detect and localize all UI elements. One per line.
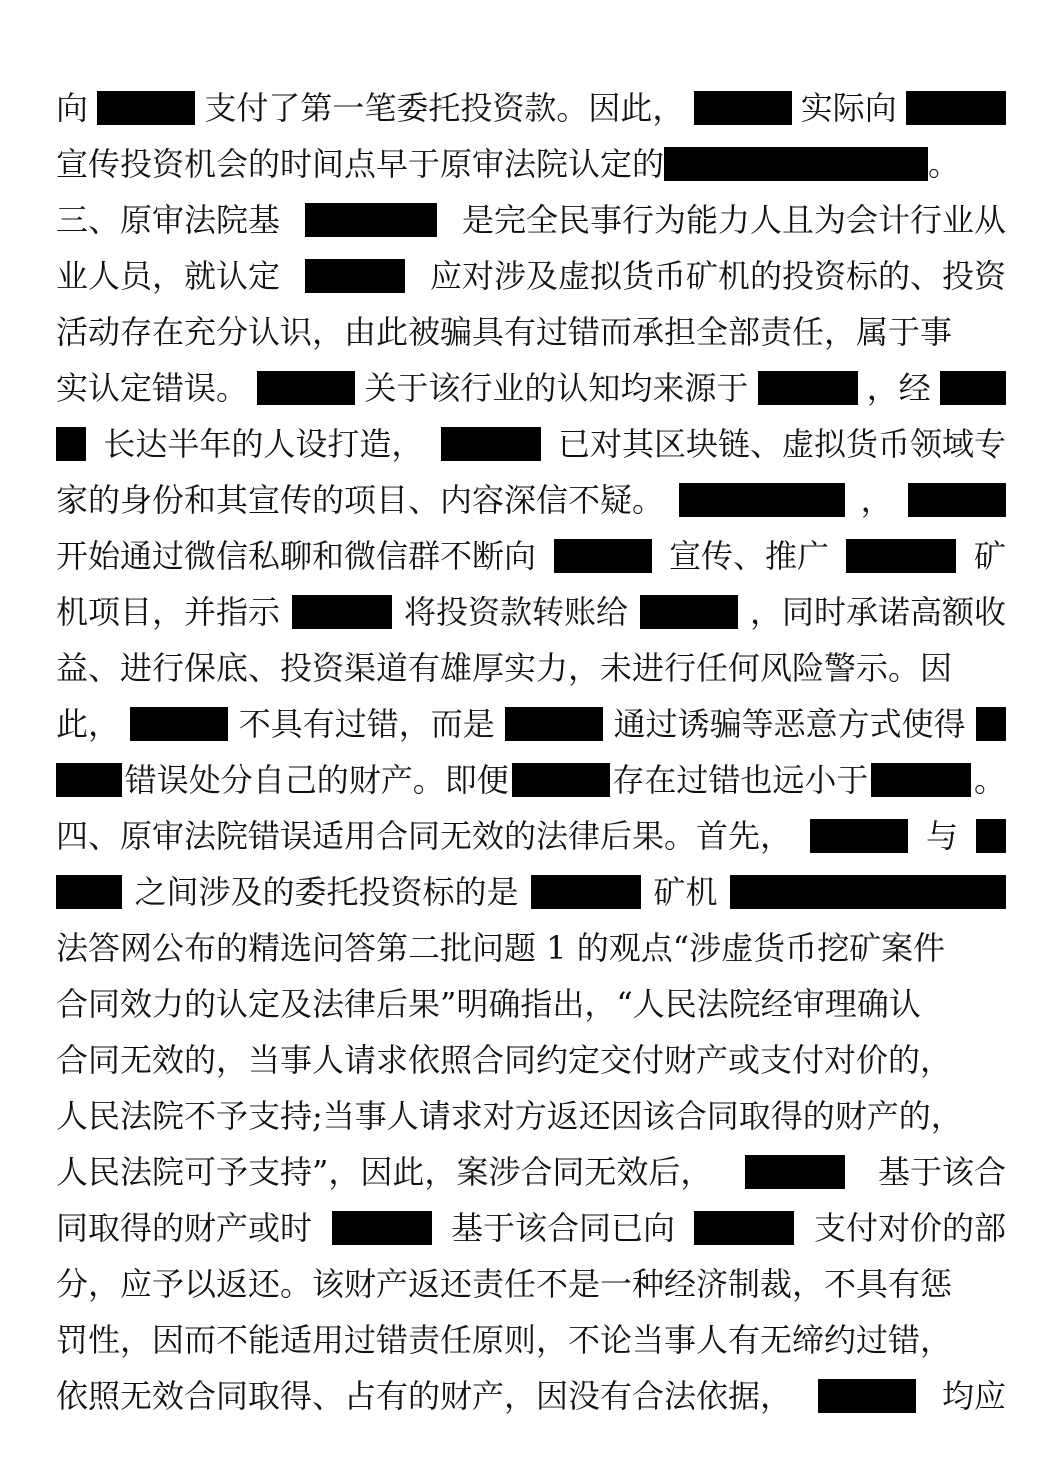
- text-segment: 合同效力的认定及法律后果”明确指出，“人民法院经审理确认: [56, 985, 921, 1023]
- text-segment: 矿机: [653, 873, 718, 911]
- text-segment: 应对涉及虚拟货币矿机的投资标的、投资: [429, 257, 1006, 295]
- text-segment: ，: [860, 481, 893, 519]
- text-line: [56, 976, 1006, 1032]
- text-line: [56, 528, 1006, 584]
- text-line: [56, 136, 1006, 192]
- redaction-block: [505, 707, 603, 741]
- text-segment: 业人员，就认定: [56, 257, 281, 295]
- text-segment: 与: [925, 817, 958, 855]
- text-segment: 宣传投资机会的时间点早于原审法院认定的: [56, 145, 665, 183]
- text-line: [56, 808, 1006, 864]
- text-segment: 人民法院可予支持”，因此，案涉合同无效后，: [56, 1153, 713, 1191]
- text-line: [56, 1144, 1006, 1200]
- redaction-block: [976, 819, 1006, 853]
- redaction-block: [906, 91, 1006, 125]
- text-segment: 活动存在充分认识，由此被骗具有过错而承担全部责任，属于事: [56, 313, 953, 351]
- text-segment: 四、原审法院错误适用合同无效的法律后果。首先，: [56, 817, 793, 855]
- text-segment: 已对其区块链、虚拟货币领域专: [557, 425, 1006, 463]
- redaction-block: [694, 1211, 794, 1245]
- text-segment: 分，应予以返还。该财产返还责任不是一种经济制裁，不具有惩: [56, 1265, 953, 1303]
- text-segment: 将投资款转账给: [403, 593, 628, 631]
- redaction-block: [640, 595, 738, 629]
- text-segment: 错误处分自己的财产。即便: [124, 761, 509, 799]
- redaction-block: [305, 259, 405, 293]
- text-segment: 向: [56, 89, 89, 127]
- redaction-block: [730, 875, 1006, 909]
- text-segment: 机项目，并指示: [56, 593, 281, 631]
- redaction-block: [679, 483, 845, 517]
- text-segment: 益、进行保底、投资渠道有雄厚实力，未进行任何风险警示。因: [56, 649, 953, 687]
- text-segment: 三、原审法院基: [56, 201, 281, 239]
- text-segment: 同取得的财产或时: [56, 1209, 313, 1247]
- text-line: [56, 304, 1006, 360]
- redaction-block: [758, 371, 858, 405]
- text-segment: 基于该合同已向: [450, 1209, 675, 1247]
- text-line: [56, 248, 1006, 304]
- redaction-block: [745, 1155, 845, 1189]
- text-segment: 合同无效的，当事人请求依照合同约定交付财产或支付对价的，: [56, 1041, 953, 1079]
- redaction-block: [810, 819, 908, 853]
- redaction-block: [512, 763, 610, 797]
- redaction-block: [940, 371, 1006, 405]
- redaction-block: [531, 875, 641, 909]
- redaction-block: [976, 707, 1006, 741]
- text-segment: 通过诱骗等恶意方式使得: [613, 705, 966, 743]
- redaction-block: [554, 539, 652, 573]
- text-line: [56, 1312, 1006, 1368]
- text-segment: 之间涉及的委托投资标的是: [134, 873, 519, 911]
- redaction-block: [292, 595, 392, 629]
- text-line: [56, 1256, 1006, 1312]
- redaction-block: [257, 371, 355, 405]
- text-segment: 实际向: [800, 89, 897, 127]
- text-segment: 矿: [973, 537, 1006, 575]
- text-line: [56, 640, 1006, 696]
- redaction-block: [818, 1379, 916, 1413]
- redaction-block: [846, 539, 956, 573]
- text-segment: 关于该行业的认知均来源于: [364, 369, 749, 407]
- text-segment: 开始通过微信私聊和微信群不断向: [56, 537, 537, 575]
- redaction-block: [130, 707, 228, 741]
- text-segment: 。: [973, 761, 1006, 799]
- text-segment: 不具有过错，而是: [238, 705, 495, 743]
- redaction-block: [56, 875, 122, 909]
- text-segment: 均应: [941, 1377, 1006, 1415]
- text-segment: 人民法院不予支持;当事人请求对方返还因该合同取得的财产的，: [56, 1097, 963, 1135]
- redaction-block: [871, 763, 971, 797]
- text-line: [56, 920, 1006, 976]
- text-segment: 长达半年的人设打造，: [103, 425, 424, 463]
- redaction-block: [305, 203, 437, 237]
- text-line: [56, 1368, 1006, 1424]
- text-segment: 存在过错也远小于: [612, 761, 869, 799]
- text-line: [56, 1088, 1006, 1144]
- text-line: [56, 1200, 1006, 1256]
- text-segment: 法答网公布的精选问答第二批问题 1 的观点“涉虚货币挖矿案件: [56, 929, 946, 967]
- text-line: [56, 1032, 1006, 1088]
- text-line: [56, 696, 1006, 752]
- text-line: [56, 864, 1006, 920]
- text-segment: 基于该合: [877, 1153, 1006, 1191]
- text-line: [56, 584, 1006, 640]
- redaction-block: [441, 427, 541, 461]
- text-line: [56, 360, 1006, 416]
- text-line: [56, 416, 1006, 472]
- redaction-block: [664, 147, 928, 181]
- text-segment: 罚性，因而不能适用过错责任原则，不论当事人有无缔约过错，: [56, 1321, 953, 1359]
- text-segment: 支付了第一笔委托投资款。因此，: [204, 89, 685, 127]
- text-line: [56, 472, 1006, 528]
- text-segment: 支付对价的部: [813, 1209, 1006, 1247]
- text-segment: 实认定错误。: [56, 369, 249, 407]
- redaction-block: [97, 91, 195, 125]
- text-segment: 。: [928, 145, 961, 183]
- text-line: [56, 80, 1006, 136]
- text-segment: ，经: [866, 369, 931, 407]
- redaction-block: [694, 91, 792, 125]
- text-line: [56, 192, 1006, 248]
- redaction-block: [56, 763, 122, 797]
- redaction-block: [332, 1211, 432, 1245]
- text-segment: 宣传、推广: [668, 537, 829, 575]
- text-segment: 是完全民事行为能力人且为会计行业从: [461, 201, 1006, 239]
- text-segment: 此，: [56, 705, 121, 743]
- text-segment: ，同时承诺高额收: [749, 593, 1006, 631]
- redaction-block: [908, 483, 1006, 517]
- text-segment: 依照无效合同取得、占有的财产，因没有合法依据，: [56, 1377, 793, 1415]
- redaction-block: [56, 427, 86, 461]
- text-line: [56, 752, 1006, 808]
- text-segment: 家的身份和其宣传的项目、内容深信不疑。: [56, 481, 665, 519]
